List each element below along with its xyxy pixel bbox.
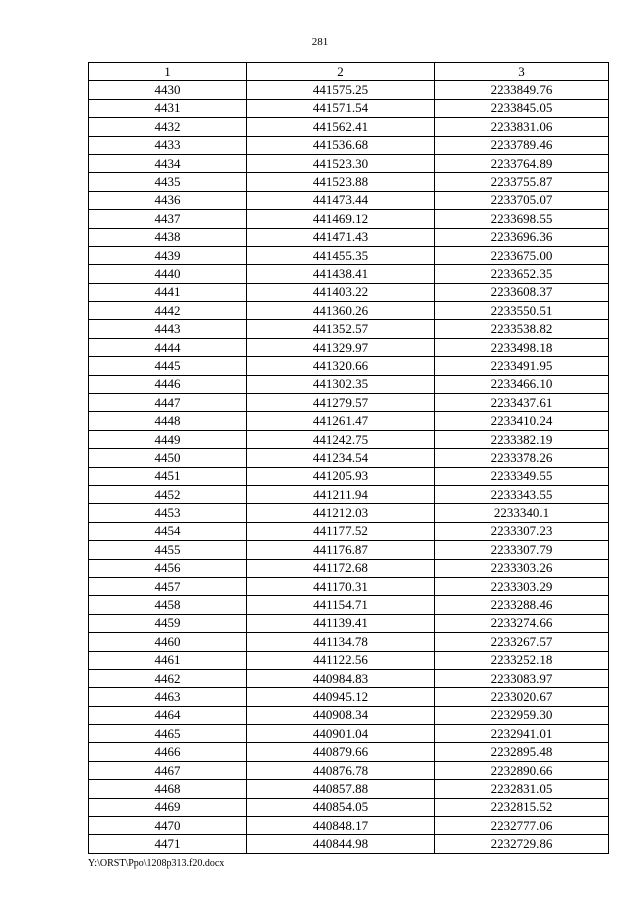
x-coordinate-cell: 441403.22 [247, 283, 435, 301]
point-number-cell: 4434 [89, 154, 247, 172]
table-row [89, 706, 609, 724]
y-coordinate-cell: 2233020.67 [435, 688, 609, 706]
point-number-cell: 4441 [89, 283, 247, 301]
point-number-cell: 4464 [89, 706, 247, 724]
table-row [89, 467, 609, 485]
y-coordinate-cell: 2233652.35 [435, 265, 609, 283]
coordinates-table [88, 62, 609, 854]
point-number-cell: 4433 [89, 136, 247, 154]
point-number-cell: 4470 [89, 817, 247, 835]
y-coordinate-cell: 2233698.55 [435, 210, 609, 228]
x-coordinate-cell: 440879.66 [247, 743, 435, 761]
x-coordinate-cell: 440876.78 [247, 761, 435, 779]
x-coordinate-cell: 440844.98 [247, 835, 435, 853]
x-coordinate-cell: 441536.68 [247, 136, 435, 154]
table-row [89, 780, 609, 798]
x-coordinate-cell: 441211.94 [247, 485, 435, 503]
point-number-cell: 4468 [89, 780, 247, 798]
table-header [89, 63, 609, 81]
point-number-cell: 4450 [89, 449, 247, 467]
y-coordinate-cell: 2233675.00 [435, 246, 609, 264]
y-coordinate-cell: 2232815.52 [435, 798, 609, 816]
table-row [89, 761, 609, 779]
table-row [89, 338, 609, 356]
x-coordinate-cell: 441469.12 [247, 210, 435, 228]
table-row [89, 136, 609, 154]
x-coordinate-cell: 441154.71 [247, 596, 435, 614]
x-coordinate-cell: 440857.88 [247, 780, 435, 798]
point-number-cell: 4458 [89, 596, 247, 614]
point-number-cell: 4431 [89, 99, 247, 117]
point-number-cell: 4460 [89, 633, 247, 651]
x-coordinate-cell: 441122.56 [247, 651, 435, 669]
x-coordinate-cell: 440901.04 [247, 725, 435, 743]
point-number-cell: 4447 [89, 394, 247, 412]
y-coordinate-cell: 2233307.79 [435, 541, 609, 559]
table-row [89, 118, 609, 136]
point-number-cell: 4437 [89, 210, 247, 228]
header-row [89, 63, 609, 81]
y-coordinate-cell: 2233845.05 [435, 99, 609, 117]
table-row [89, 541, 609, 559]
point-number-cell: 4471 [89, 835, 247, 853]
x-coordinate-cell: 441575.25 [247, 81, 435, 99]
table-row [89, 798, 609, 816]
y-coordinate-cell: 2233349.55 [435, 467, 609, 485]
table-row [89, 614, 609, 632]
point-number-cell: 4444 [89, 338, 247, 356]
point-number-cell: 4451 [89, 467, 247, 485]
x-coordinate-cell: 441320.66 [247, 357, 435, 375]
y-coordinate-cell: 2232959.30 [435, 706, 609, 724]
table-row [89, 596, 609, 614]
y-coordinate-cell: 2233083.97 [435, 669, 609, 687]
y-coordinate-cell: 2232729.86 [435, 835, 609, 853]
x-coordinate-cell: 441438.41 [247, 265, 435, 283]
x-coordinate-cell: 441352.57 [247, 320, 435, 338]
y-coordinate-cell: 2233303.29 [435, 577, 609, 595]
point-number-cell: 4445 [89, 357, 247, 375]
x-coordinate-cell: 441234.54 [247, 449, 435, 467]
y-coordinate-cell: 2233340.1 [435, 504, 609, 522]
table-row [89, 99, 609, 117]
y-coordinate-cell: 2233498.18 [435, 338, 609, 356]
point-number-cell: 4455 [89, 541, 247, 559]
table-row [89, 154, 609, 172]
x-coordinate-cell: 441455.35 [247, 246, 435, 264]
table-row [89, 320, 609, 338]
x-coordinate-cell: 441170.31 [247, 577, 435, 595]
point-number-cell: 4446 [89, 375, 247, 393]
y-coordinate-cell: 2233288.46 [435, 596, 609, 614]
point-number-cell: 4454 [89, 522, 247, 540]
point-number-cell: 4459 [89, 614, 247, 632]
table-row [89, 559, 609, 577]
y-coordinate-cell: 2233696.36 [435, 228, 609, 246]
point-number-cell: 4449 [89, 430, 247, 448]
table-row [89, 522, 609, 540]
x-coordinate-cell: 440848.17 [247, 817, 435, 835]
table-row [89, 210, 609, 228]
x-coordinate-cell: 440945.12 [247, 688, 435, 706]
point-number-cell: 4469 [89, 798, 247, 816]
table-row [89, 504, 609, 522]
y-coordinate-cell: 2233849.76 [435, 81, 609, 99]
y-coordinate-cell: 2233378.26 [435, 449, 609, 467]
point-number-cell: 4463 [89, 688, 247, 706]
table-row [89, 633, 609, 651]
table-row [89, 725, 609, 743]
x-coordinate-cell: 441134.78 [247, 633, 435, 651]
y-coordinate-cell: 2232895.48 [435, 743, 609, 761]
point-number-cell: 4462 [89, 669, 247, 687]
point-number-cell: 4461 [89, 651, 247, 669]
point-number-cell: 4440 [89, 265, 247, 283]
page-number: 281 [311, 36, 329, 48]
x-coordinate-cell: 441279.57 [247, 394, 435, 412]
table-row [89, 651, 609, 669]
y-coordinate-cell: 2233382.19 [435, 430, 609, 448]
y-coordinate-cell: 2233705.07 [435, 191, 609, 209]
table-row [89, 246, 609, 264]
point-number-cell: 4443 [89, 320, 247, 338]
y-coordinate-cell: 2232777.06 [435, 817, 609, 835]
y-coordinate-cell: 2233307.23 [435, 522, 609, 540]
y-coordinate-cell: 2233755.87 [435, 173, 609, 191]
y-coordinate-cell: 2233764.89 [435, 154, 609, 172]
table-row [89, 81, 609, 99]
column-header-3: 3 [435, 63, 609, 81]
point-number-cell: 4466 [89, 743, 247, 761]
x-coordinate-cell: 441176.87 [247, 541, 435, 559]
y-coordinate-cell: 2233303.26 [435, 559, 609, 577]
x-coordinate-cell: 440984.83 [247, 669, 435, 687]
x-coordinate-cell: 441205.93 [247, 467, 435, 485]
table-body [89, 81, 609, 853]
point-number-cell: 4452 [89, 485, 247, 503]
x-coordinate-cell: 441329.97 [247, 338, 435, 356]
table-row [89, 302, 609, 320]
x-coordinate-cell: 441172.68 [247, 559, 435, 577]
table-row [89, 485, 609, 503]
x-coordinate-cell: 441139.41 [247, 614, 435, 632]
table-row [89, 835, 609, 853]
y-coordinate-cell: 2233550.51 [435, 302, 609, 320]
x-coordinate-cell: 441242.75 [247, 430, 435, 448]
point-number-cell: 4435 [89, 173, 247, 191]
table-row [89, 817, 609, 835]
point-number-cell: 4442 [89, 302, 247, 320]
point-number-cell: 4457 [89, 577, 247, 595]
y-coordinate-cell: 2233437.61 [435, 394, 609, 412]
x-coordinate-cell: 441212.03 [247, 504, 435, 522]
x-coordinate-cell: 441473.44 [247, 191, 435, 209]
y-coordinate-cell: 2233538.82 [435, 320, 609, 338]
y-coordinate-cell: 2233267.57 [435, 633, 609, 651]
table-row [89, 173, 609, 191]
x-coordinate-cell: 441360.26 [247, 302, 435, 320]
y-coordinate-cell: 2233252.18 [435, 651, 609, 669]
table-row [89, 412, 609, 430]
x-coordinate-cell: 440908.34 [247, 706, 435, 724]
x-coordinate-cell: 440854.05 [247, 798, 435, 816]
y-coordinate-cell: 2233343.55 [435, 485, 609, 503]
x-coordinate-cell: 441523.30 [247, 154, 435, 172]
table-row [89, 669, 609, 687]
y-coordinate-cell: 2233410.24 [435, 412, 609, 430]
table-row [89, 430, 609, 448]
point-number-cell: 4438 [89, 228, 247, 246]
x-coordinate-cell: 441562.41 [247, 118, 435, 136]
point-number-cell: 4448 [89, 412, 247, 430]
x-coordinate-cell: 441471.43 [247, 228, 435, 246]
x-coordinate-cell: 441571.54 [247, 99, 435, 117]
y-coordinate-cell: 2232941.01 [435, 725, 609, 743]
point-number-cell: 4467 [89, 761, 247, 779]
footer-file-path: Y:\ORST\Ppo\1208p313.f20.docx [88, 858, 225, 869]
table-row [89, 357, 609, 375]
table-row [89, 265, 609, 283]
table-row [89, 449, 609, 467]
table-row [89, 283, 609, 301]
point-number-cell: 4456 [89, 559, 247, 577]
y-coordinate-cell: 2233608.37 [435, 283, 609, 301]
point-number-cell: 4432 [89, 118, 247, 136]
table-row [89, 191, 609, 209]
y-coordinate-cell: 2233831.06 [435, 118, 609, 136]
point-number-cell: 4430 [89, 81, 247, 99]
table-row [89, 743, 609, 761]
table-row [89, 688, 609, 706]
x-coordinate-cell: 441523.88 [247, 173, 435, 191]
y-coordinate-cell: 2233789.46 [435, 136, 609, 154]
point-number-cell: 4436 [89, 191, 247, 209]
table-row [89, 577, 609, 595]
y-coordinate-cell: 2233491.95 [435, 357, 609, 375]
column-header-2: 2 [247, 63, 435, 81]
point-number-cell: 4453 [89, 504, 247, 522]
x-coordinate-cell: 441302.35 [247, 375, 435, 393]
column-header-1: 1 [89, 63, 247, 81]
table-row [89, 228, 609, 246]
y-coordinate-cell: 2232831.05 [435, 780, 609, 798]
table-row [89, 375, 609, 393]
y-coordinate-cell: 2232890.66 [435, 761, 609, 779]
point-number-cell: 4465 [89, 725, 247, 743]
point-number-cell: 4439 [89, 246, 247, 264]
x-coordinate-cell: 441177.52 [247, 522, 435, 540]
x-coordinate-cell: 441261.47 [247, 412, 435, 430]
y-coordinate-cell: 2233274.66 [435, 614, 609, 632]
table-row [89, 394, 609, 412]
y-coordinate-cell: 2233466.10 [435, 375, 609, 393]
